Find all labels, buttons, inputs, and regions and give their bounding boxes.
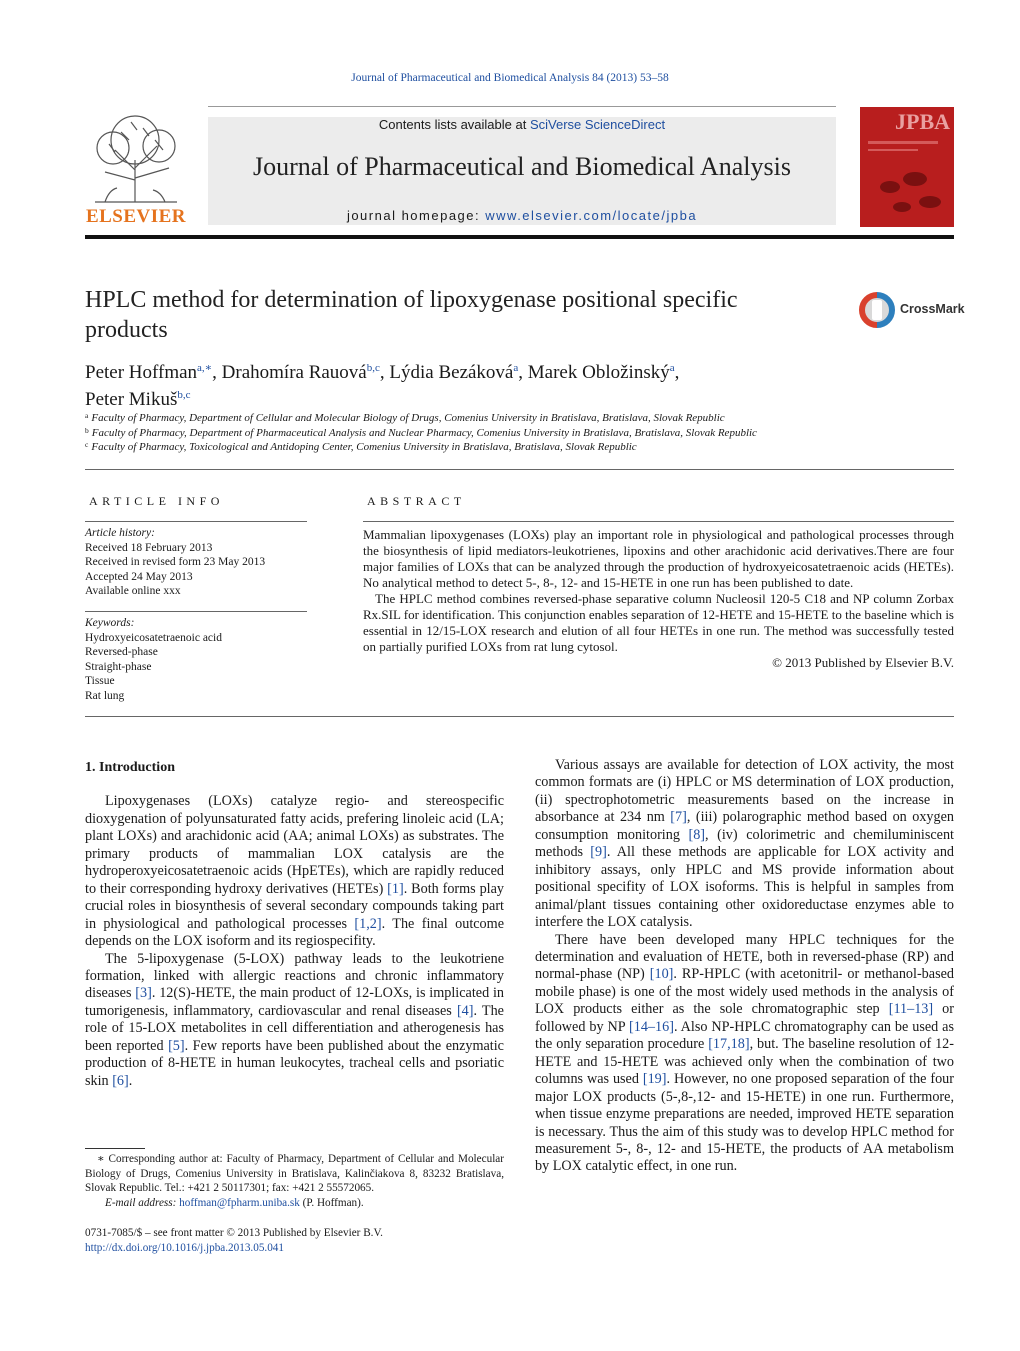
keyword: Tissue (85, 675, 115, 687)
journal-citation[interactable]: Journal of Pharmaceutical and Biomedical Analysis 84 (2013) 53–58 (351, 72, 669, 84)
citation-link[interactable]: [19] (642, 1071, 667, 1088)
crossmark-icon (858, 291, 896, 329)
revised-date: Received in revised form 23 May 2013 (85, 556, 266, 568)
author-2: Drahomíra Rauová$^{b,c}$, (221, 362, 390, 383)
author-3-affiliation-marks[interactable]: a (513, 362, 519, 374)
left-column (85, 759, 504, 1090)
affiliation-c: $^c$ Faculty of Pharmacy, Toxicological and Antidoping Center, Comenius University in Bratislava, Bratislava, Slovak Republic (85, 440, 637, 453)
header-thick-rule (85, 235, 954, 239)
front-matter (85, 1226, 585, 1256)
affiliation-b: $^b$ Faculty of Pharmacy, Department of Pharmaceutical Analysis and Nuclear Pharmacy, Comenius University in Bratislava, Bratislava, Slovak Republic (85, 426, 757, 439)
keywords-label: Keywords: (85, 617, 135, 629)
keyword: Hydroxyeicosatetraenoic acid (85, 631, 222, 644)
sciencedirect-link[interactable]: SciVerse ScienceDirect (529, 117, 666, 132)
citation-link[interactable]: [11–13] (888, 1001, 934, 1018)
citation-link[interactable]: [1] (387, 880, 404, 897)
crossmark-badge[interactable] (858, 291, 965, 331)
footnote-text: ∗ Corresponding author at: Faculty of Pharmacy, Department of Cellular and Molecular Biology of Drugs, Comenius University in Bratislava, Kalinčiakova 8, 83232 Bratislava, Slovak Republic. Tel.: +421 2 50117301; fax: +421 2 55572065. (85, 1153, 504, 1194)
keyword: Straight-phase (85, 660, 152, 673)
citation-link[interactable]: [10] (649, 966, 674, 983)
intro-paragraph-2: The 5-lipoxygenase (5-LOX) pathway leads to the leukotriene formation, linked with allergic reactions and chronic inflammatory diseases [3]. 12(S)-HETE, the main product of 12-LOXs, is implicated in tumorigenesis, inflammatory, cardiovascular and renal diseases [4]. The role of 15-LOX metabolites in cell differentiation and atherogenesis has been reported [5]. Few reports have been published about the enzymatic production of 8-HETE in human leukocytes, tracheal cells and psoriatic skin [6]. (85, 950, 504, 1089)
keyword: Reversed-phase (85, 646, 158, 658)
abstract-rule (363, 521, 954, 522)
citation-link[interactable]: [4] (456, 1002, 474, 1019)
author-list (85, 357, 945, 411)
article-title: HPLC method for determination of lipoxygenase positional specific products (85, 287, 738, 343)
author-3: Lýdia Bezáková$^a$, (389, 362, 528, 383)
citation-link[interactable]: [5] (168, 1037, 185, 1054)
accepted-date: Accepted 24 May 2013 (85, 570, 193, 583)
keyword: Rat lung (85, 689, 125, 702)
corresponding-author-footnote (85, 1152, 504, 1210)
author-2-affiliation-marks[interactable]: b,c (366, 362, 380, 374)
issn-line: 0731-7085/$ – see front matter © 2013 Published by Elsevier B.V. (85, 1227, 383, 1239)
crossmark-label: CrossMark (900, 302, 965, 316)
author-5-affiliation-marks[interactable]: b,c (177, 389, 191, 401)
abstract-bottom-rule (85, 716, 954, 717)
keywords-block (85, 616, 307, 703)
cover-label: JPBA (895, 109, 950, 134)
citation-link[interactable]: [7] (670, 809, 687, 826)
article-info-rule (85, 521, 307, 522)
contents-line: Contents lists available at SciVerse ScienceDirect (378, 117, 666, 132)
intro-paragraph-4: There have been developed many HPLC techniques for the determination and evaluation of HETE, both in reversed-phase (RP) and normal-phase (NP) [10]. RP-HPLC (with acetonitril- or methanol-based mobile phase) is one of the most widely used methods in the analysis of LOX products either as the sole chromatographic step [11–13] or followed by NP [14–16]. Also NP-HPLC chromatography can be used as the only separation procedure [17,18], but. The baseline resolution of 12-HETE and 15-HETE was achieved only when the combination of two columns was used [19]. However, no one proposed separation of the four major LOX products (5-,8-,12- and 15-HETE) in one run. Furthermore, when tissue enzyme preparations are needed, improved HETE separation is necessary. Thus the aim of this study was to develop HPLC method for measurement 5-, 8-, 12- and 15-HETE, the products of AA metabolism by LOX catalytic effect, in one run. (535, 931, 955, 1175)
header-rule (208, 106, 836, 107)
article-history (85, 526, 307, 599)
journal-title: Journal of Pharmaceutical and Biomedical Analysis (253, 152, 791, 181)
citation-link[interactable]: [3] (135, 985, 152, 1002)
citation-link[interactable]: [1,2] (354, 915, 382, 932)
right-column (535, 757, 954, 1176)
citation-link[interactable]: [17,18] (708, 1036, 750, 1053)
abstract-copyright: © 2013 Published by Elsevier B.V. (772, 655, 954, 670)
author-1: Peter Hoffman$^{a,∗}$, (85, 362, 222, 383)
citation-link[interactable]: [14–16] (629, 1018, 674, 1035)
footnote-email-line: E-mail address: hoffman@fpharm.uniba.sk (P. Hoffman). (105, 1196, 364, 1209)
elsevier-logo (85, 110, 187, 228)
doi-link[interactable]: http://dx.doi.org/10.1016/j.jpba.2013.05.041 (85, 1242, 284, 1254)
abstract-paragraph-1: Mammalian lipoxygenases (LOXs) play an important role in physiological and pathological processes through the biosynthesis of lipid mediators-leukotrienes, lipoxins and other arachidonic acid derivatives.There are four major families of LOXs that can be analyzed through the production of hydroxyeicosatetraenoic acids (HETEs). No analytical method to detect 5-, 8-, 12- and 15-HETE in one run has been published to date. (363, 527, 954, 590)
author-4-affiliation-marks[interactable]: a (669, 362, 675, 374)
history-label: Article history: (85, 527, 155, 539)
keywords-rule (85, 611, 307, 612)
footnote-rule (85, 1148, 145, 1149)
intro-paragraph-1: Lipoxygenases (LOXs) catalyze regio- and stereospecific dioxygenation of polyunsaturated fatty acids, prefering linoleic acid (LA; plant LOXs) and arachidonic acid (AA; animal LOXs) as substrates. The primary products of mammalian LOX catalysis are the hydroperoxyeicosatetraenoic acids (HpETEs), which are rapidly reduced to their corresponding hydroxy derivatives (HETEs) [1]. Both forms play crucial roles in biosynthesis of several secondary compounds taking part in physiological and pathological processes [1,2]. The final outcome depends on the LOX isoform and its regiospecifity. (85, 793, 504, 950)
author-5: Peter Mikuš$^{b,c}$ (85, 389, 191, 410)
intro-paragraph-3: Various assays are available for detection of LOX activity, the most common formats are (i) HPLC or MS determination of LOX production, (ii) spectrophotometric measurements based on the increase in absorbance at 234 nm [7], (iii) polarographic method based on oxygen consumption monitoring [8], (iv) colorimetric and chemiluminiscent methods [9]. All these methods are applicable for LOX activity and inhibitory assays, only HPLC and MS provide information about positional specifity of LOX isoforms. This is helpful in samples from animal/plant tissues containing other oxidoreductase enzymes able to interfere the LOX catalysis. (535, 757, 955, 931)
email-link[interactable]: hoffman@fpharm.uniba.sk (179, 1196, 300, 1209)
citation-link[interactable]: [8] (688, 826, 706, 843)
journal-homepage: journal homepage: www.elsevier.com/locate/jpba (346, 208, 698, 223)
article-info-heading: ARTICLE INFO (89, 494, 224, 508)
citation-link[interactable]: [6] (112, 1072, 129, 1089)
elsevier-wordmark: ELSEVIER (85, 206, 187, 227)
section-heading-introduction: 1. Introduction (85, 760, 175, 775)
elsevier-tree-icon (85, 110, 187, 206)
affiliation-rule (85, 469, 954, 470)
homepage-link[interactable]: www.elsevier.com/locate/jpba (485, 208, 698, 223)
journal-cover[interactable] (860, 107, 954, 227)
abstract-heading: ABSTRACT (367, 494, 466, 508)
received-date: Received 18 February 2013 (85, 541, 213, 554)
abstract-body (363, 527, 954, 671)
citation-link[interactable]: [9] (590, 844, 607, 861)
abstract-paragraph-2: The HPLC method combines reversed-phase separative column Nucleosil 120-5 C18 and NP column Zorbax Rx.SIL for identification. This conjunction enables separation of 12-HETE and 15-HETE to the baseline which is essential in 12/15-LOX research and elution of all four HETEs in one run. The method was successfully tested on partially purified LOXs from rat lung cytosol. (363, 591, 954, 654)
author-1-affiliation-marks[interactable]: a,∗ (197, 362, 213, 374)
online-date: Available online xxx (85, 585, 181, 597)
author-4: Marek Obložinský$^a$, (527, 362, 680, 383)
affiliation-a: $^a$ Faculty of Pharmacy, Department of Cellular and Molecular Biology of Drugs, Comenius University in Bratislava, Bratislava, Slovak Republic (85, 411, 725, 424)
